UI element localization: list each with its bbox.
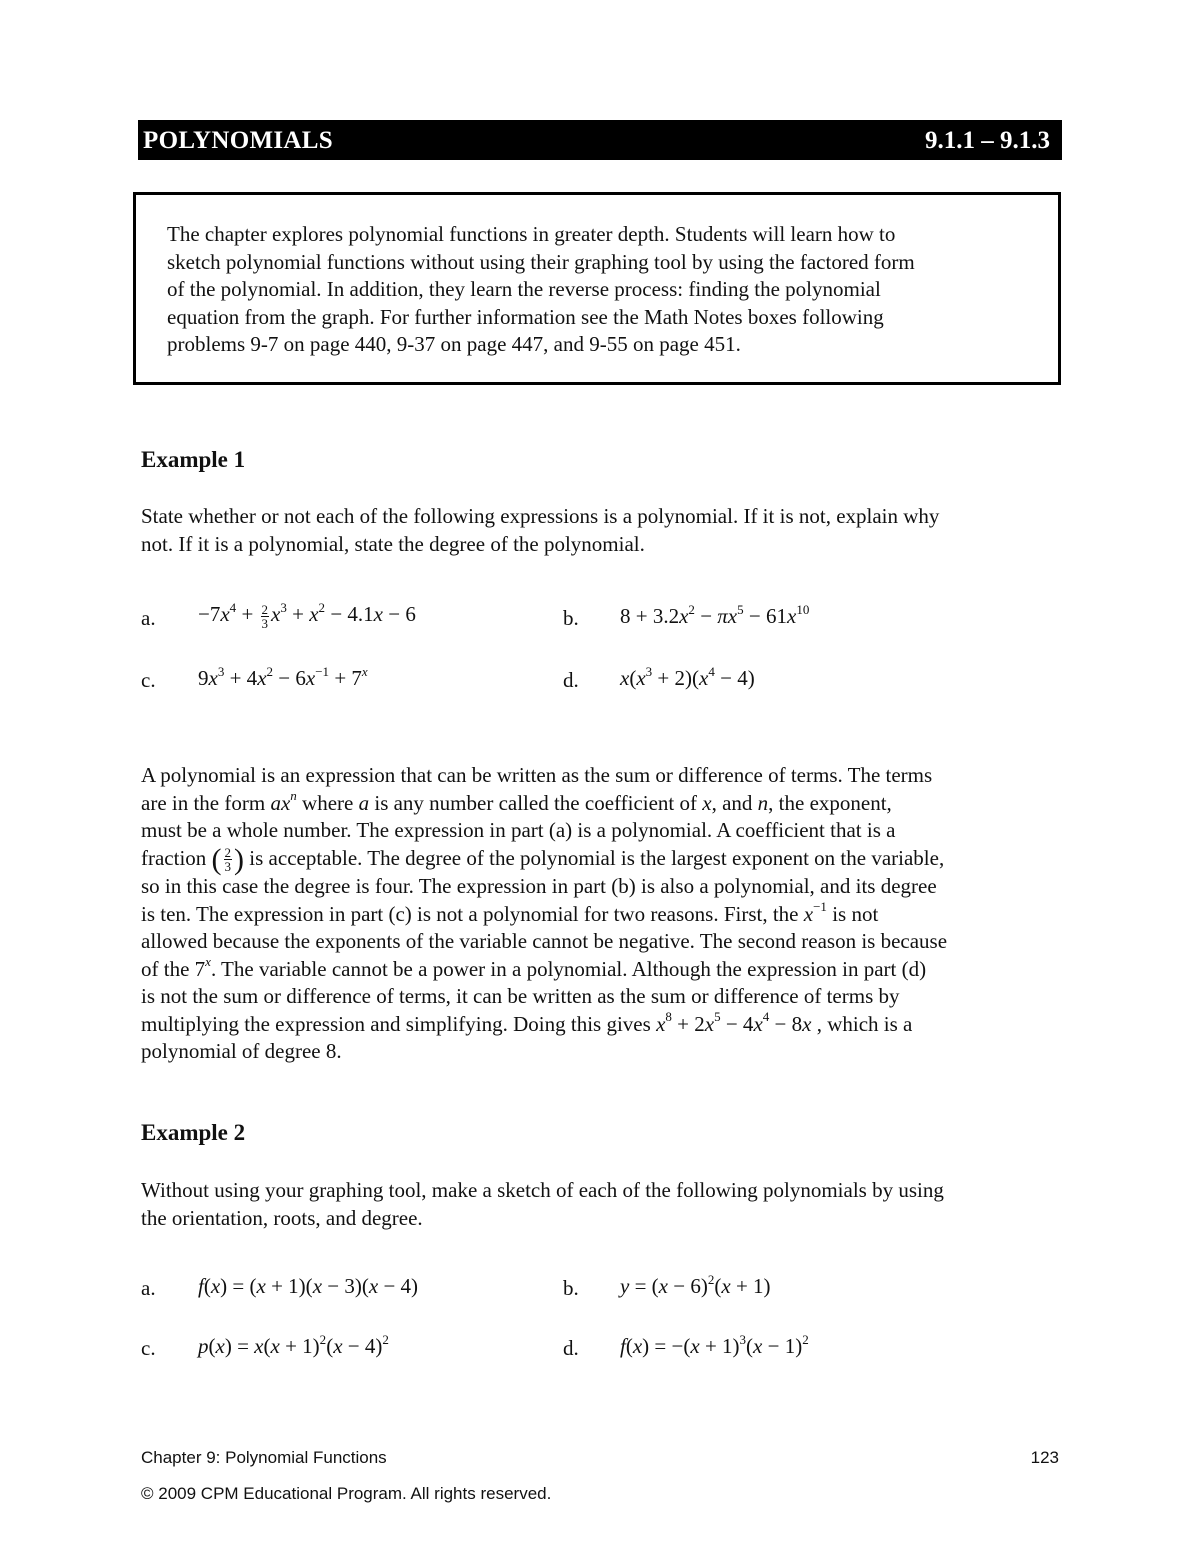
prompt-line: not. If it is a polynomial, state the degree of the polynomial. [141,531,645,556]
intro-line: problems 9-7 on page 440, 9-37 on page 447, and 9-55 on page 451. [167,332,741,356]
page-number: 123 [1030,1448,1059,1467]
ex1-expression-c: $9x^3 + 4x^2 - 6x^{-1} + 7^x$ [198,663,368,690]
solution-line: multiplying the expression and simplifying. Doing this gives $x^8 + 2x^5 - 4x^4 - 8x$ , which is a [141,1009,913,1036]
example-1-heading: Example 1 [141,447,246,472]
copyright: © 2009 CPM Educational Program. All rights reserved. [141,1484,552,1503]
solution-line: allowed because the exponents of the variable cannot be negative. The second reason is because [141,929,948,954]
example-1-solution [141,762,1056,1066]
example-1-prompt [141,503,1056,558]
intro-line: of the polynomial. In addition, they learn the reverse process: finding the polynomial [167,277,881,301]
ex2-expression-a: f(x) = (x + 1)(x − 3)(x − 4) [198,1274,419,1298]
section-title: POLYNOMIALS [143,127,333,154]
solution-line: of the 7$^x$. The variable cannot be a power in a polynomial. Although the expression in part (d) [141,954,927,981]
example-2-prompt [141,1177,1056,1232]
solution-line: is not the sum or difference of terms, it can be written as the sum or difference of terms by [141,984,900,1009]
ex2-label-c: c. [141,1336,156,1360]
solution-line: fraction ( $\frac{2}{3}$ ) is acceptable. The degree of the polynomial is the largest exponent on the variable, [141,842,945,876]
ex1-label-b: b. [563,606,579,630]
intro-line: equation from the graph. For further information see the Math Notes boxes following [167,304,884,329]
solution-line: A polynomial is an expression that can be written as the sum or difference of terms. The terms [141,763,933,787]
intro-line: sketch polynomial functions without using their graphing tool by using the factored form [167,249,915,274]
prompt-line: State whether or not each of the following expressions is a polynomial. If it is not, explain why [141,504,940,528]
ex2-expression-d: $f(x) = -(x + 1)^3(x - 1)^2$ [620,1331,809,1358]
prompt-line: the orientation, roots, and degree. [141,1205,423,1230]
solution-line: are in the form $ax^n$ where a is any number called the coefficient of x, and n, the exponent, [141,788,892,815]
intro-text [167,221,1027,359]
ex2-label-b: b. [563,1276,579,1300]
solution-line: must be a whole number. The expression in part (a) is a polynomial. A coefficient that is a [141,818,896,842]
ex2-expression-b: $y = (x - 6)^2(x + 1)$ [620,1271,771,1298]
example-2-heading: Example 2 [141,1120,246,1145]
ex2-label-d: d. [563,1336,579,1360]
ex1-label-a: a. [141,606,156,630]
ex1-label-c: c. [141,668,156,692]
ex2-label-a: a. [141,1276,156,1300]
ex1-expression-d: $x(x^3 + 2)(x^4 - 4)$ [620,663,755,690]
solution-line: is ten. The expression in part (c) is not a polynomial for two reasons. First, the $x^{-1}$ is not [141,899,879,926]
section-range: 9.1.1 – 9.1.3 [925,127,1050,154]
solution-line: polynomial of degree 8. [141,1039,342,1064]
ex1-expression-b: $8 + 3.2x^2 - \pi x^5 - 61x^{10}$ [620,601,810,628]
solution-line: so in this case the degree is four. The expression in part (b) is also a polynomial, and its degree [141,874,937,899]
intro-line: The chapter explores polynomial functions in greater depth. Students will learn how to [167,222,896,246]
footer-chapter: Chapter 9: Polynomial Functions [141,1448,387,1467]
ex1-expression-a: $-7x^4$ + $\frac{2}{3}$ $x^3 + x^2 - 4.1x - 6$ [198,599,416,631]
ex1-label-d: d. [563,668,579,692]
ex2-expression-c: $p(x) = x(x + 1)^2(x - 4)^2$ [198,1331,389,1358]
prompt-line: Without using your graphing tool, make a sketch of each of the following polynomials by using [141,1178,944,1202]
